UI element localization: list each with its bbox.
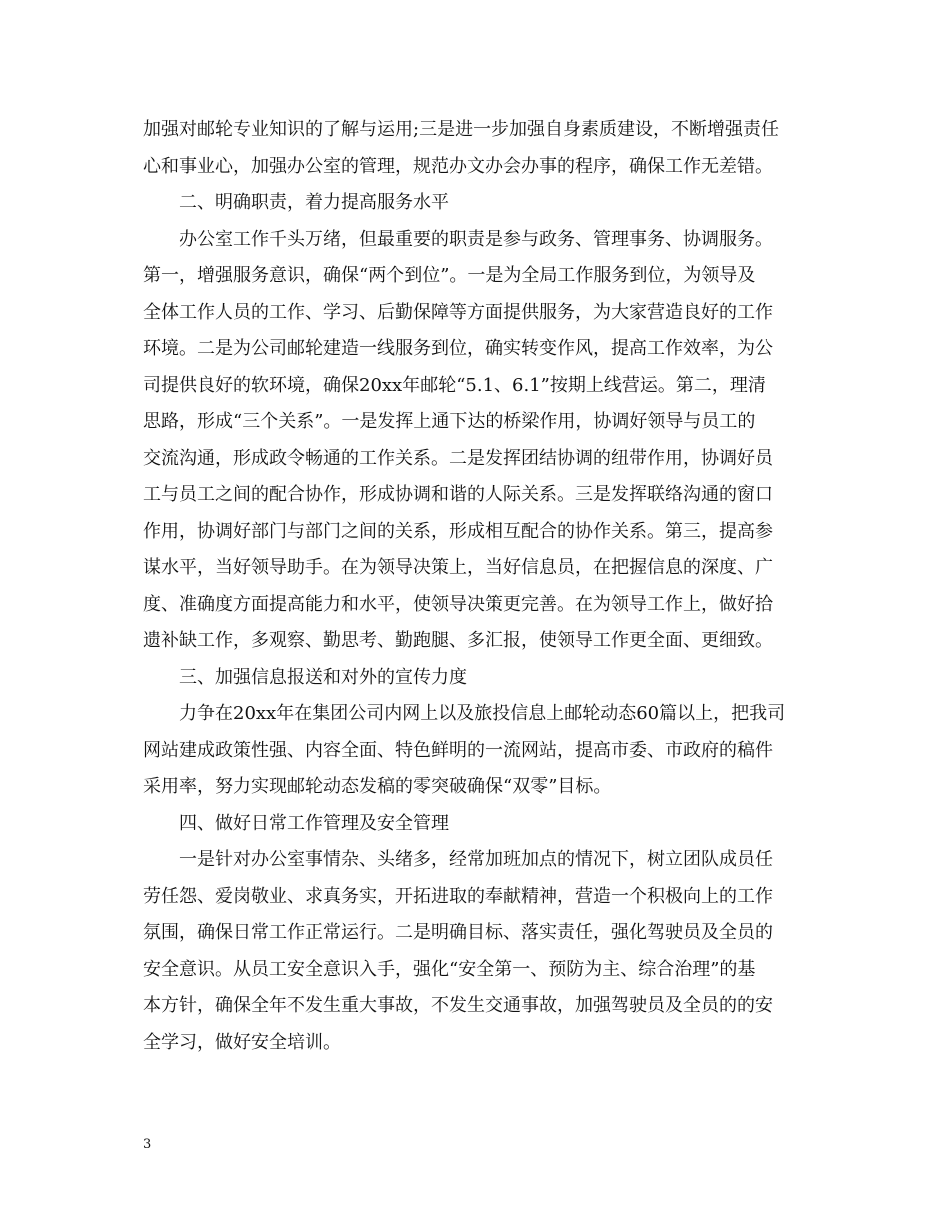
text-line: 安全意识。从员工安全意识入手，强化“安全第一、预防为主、综合治理”的基	[143, 958, 756, 980]
page-number: 3	[143, 1137, 152, 1152]
text-line: 环境。二是为公司邮轮建造一线服务到位，确实转变作风，提高工作效率，为公	[143, 338, 773, 359]
text-line: 全体工作人员的工作、学习、后勤保障等方面提供服务，为大家营造良好的工作	[143, 301, 773, 323]
document-body	[143, 112, 801, 1061]
text-line: 工与员工之间的配合协作，形成协调和谐的人际关系。三是发挥联络沟通的窗口	[143, 484, 773, 505]
text-line: 氛围，确保日常工作正常运行。二是明确目标、落实责任，强化驾驶员及全员的	[143, 922, 773, 943]
text-line: 全学习，做好安全培训。	[143, 1031, 341, 1053]
text-line: 二、明确职责，着力提高服务水平	[179, 192, 449, 213]
text-line: 办公室工作千头万绪，但最重要的职责是参与政务、管理事务、协调服务。	[179, 228, 773, 250]
text-line: 思路，形成“三个关系”。一是发挥上通下达的桥梁作用，协调好领导与员工的	[143, 411, 756, 432]
text-line: 加强对邮轮专业知识的了解与运用;三是进一步加强自身素质建设，不断增强责任	[143, 119, 780, 140]
text-line: 度、准确度方面提高能力和水平，使领导决策更完善。在为领导工作上，做好拾	[143, 593, 773, 615]
text-line: 司提供良好的软环境，确保20xx年邮轮“5.1、6.1”按期上线营运。第二，理清	[143, 374, 766, 396]
text-line: 作用，协调好部门与部门之间的关系，形成相互配合的协作关系。第三，提高参	[143, 520, 773, 542]
text-line: 四、做好日常工作管理及安全管理	[179, 812, 449, 834]
text-line: 遗补缺工作，多观察、勤思考、勤跑腿、多汇报，使领导工作更全面、更细致。	[143, 630, 773, 651]
text-line: 交流沟通，形成政令畅通的工作关系。二是发挥团结协调的纽带作用，协调好员	[143, 447, 773, 469]
text-line: 本方针，确保全年不发生重大事故，不发生交通事故，加强驾驶员及全员的的安	[143, 995, 773, 1016]
text-line: 采用率，努力实现邮轮动态发稿的零突破确保“双零”目标。	[143, 776, 612, 797]
text-line: 第一，增强服务意识，确保“两个到位”。一是为全局工作服务到位，为领导及	[143, 265, 756, 286]
text-line: 心和事业心，加强办公室的管理，规范办文办会办事的程序，确保工作无差错。	[143, 155, 773, 177]
text-line: 劳任怨、爱岗敬业、求真务实，开拓进取的奉献精神，营造一个积极向上的工作	[143, 885, 773, 907]
text-line: 一是针对办公室事情杂、头绪多，经常加班加点的情况下，树立团队成员任	[179, 849, 773, 870]
text-line: 力争在20xx年在集团公司内网上以及旅投信息上邮轮动态60篇以上，把我司	[179, 703, 786, 724]
text-line: 谋水平，当好领导助手。在为领导决策上，当好信息员，在把握信息的深度、广	[143, 557, 773, 578]
text-line: 网站建成政策性强、内容全面、特色鲜明的一流网站，提高市委、市政府的稿件	[143, 739, 773, 761]
text-line: 三、加强信息报送和对外的宣传力度	[179, 666, 467, 688]
